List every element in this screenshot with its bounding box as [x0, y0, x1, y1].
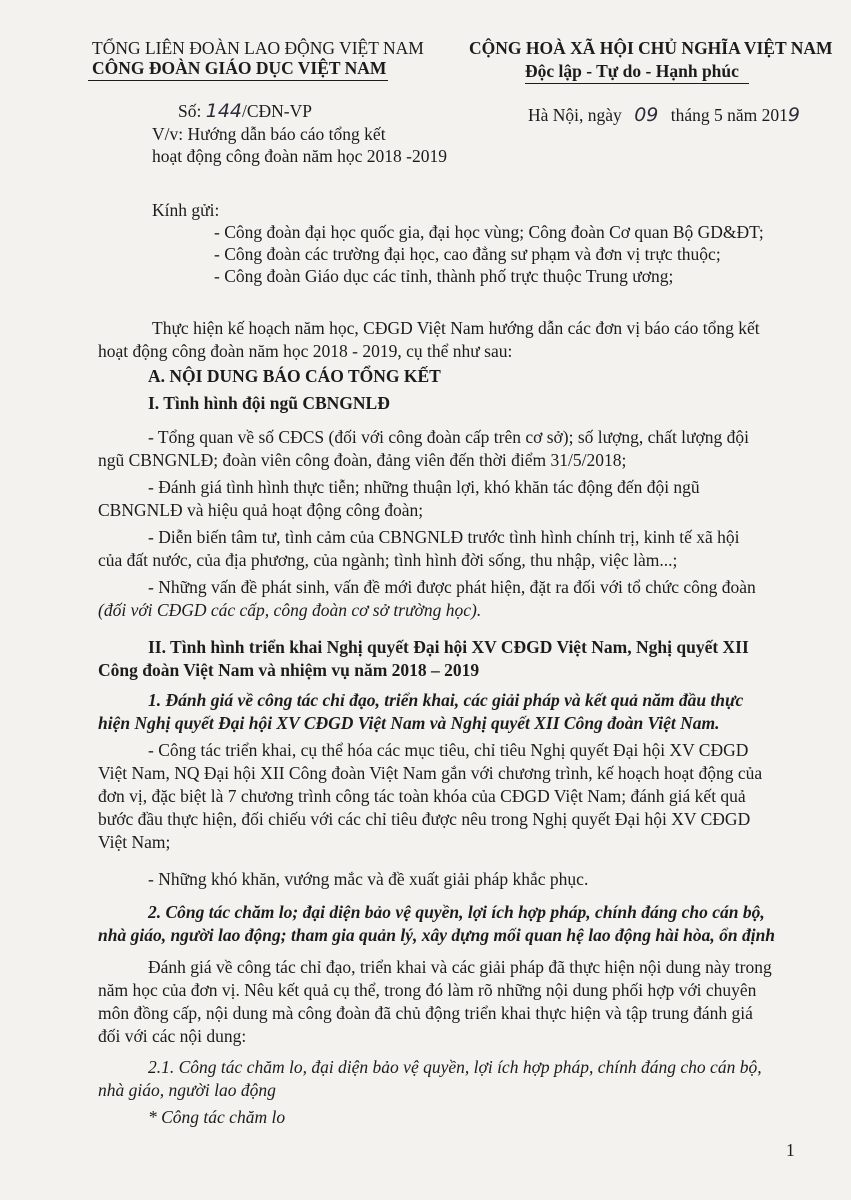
paragraph-line: Việt Nam, NQ Đại hội XII Công đoàn Việt Nam gắn với chương trình, kế hoạch hoạt động của	[98, 763, 763, 783]
subject-line-2: hoạt động công đoàn năm học 2018 -2019	[152, 146, 448, 166]
section-ii-heading-cont: Công đoàn Việt Nam và nhiệm vụ năm 2018 – 2019	[98, 660, 480, 680]
subsection-care-heading: * Công tác chăm lo	[148, 1107, 286, 1127]
org-parent: TỔNG LIÊN ĐOÀN LAO ĐỘNG VIỆT NAM	[92, 38, 424, 58]
section-ii-heading: II. Tình hình triển khai Nghị quyết Đại hội XV CĐGD Việt Nam, Nghị quyết XII	[148, 637, 749, 657]
page-number: 1	[786, 1140, 795, 1160]
paragraph-line: bước đầu thực hiện, đối chiếu với các chỉ tiêu được nêu trong Nghị quyết Đại hội XV CĐGD	[98, 809, 751, 829]
subsection-1-heading: 1. Đánh giá về công tác chỉ đạo, triển khai, các giải pháp và kết quả năm đầu thực	[148, 690, 744, 710]
paragraph-line: - Tổng quan về số CĐCS (đối với công đoàn cấp trên cơ sở); số lượng, chất lượng đội	[148, 427, 750, 447]
subsection-1-heading-cont: hiện Nghị quyết Đại hội XV CĐGD Việt Nam và Nghị quyết XII Công đoàn Việt Nam.	[98, 713, 720, 733]
document-number: Số: 144/CĐN-VP	[178, 100, 313, 122]
recipient-item: - Công đoàn đại học quốc gia, đại học vùng; Công đoàn Cơ quan Bộ GD&ĐT;	[214, 222, 764, 242]
nation-motto: Độc lập - Tự do - Hạnh phúc	[525, 61, 739, 81]
recipient-item: - Công đoàn Giáo dục các tỉnh, thành phố trực thuộc Trung ương;	[214, 266, 674, 286]
handwritten-number: 144	[205, 100, 242, 122]
paragraph-line: - Những khó khăn, vướng mắc và đề xuất giải pháp khắc phục.	[148, 869, 589, 889]
paragraph-line: - Những vấn đề phát sinh, vấn đề mới được phát hiện, đặt ra đối với tổ chức công đoàn	[148, 577, 756, 597]
motto-underline	[525, 83, 749, 84]
org-name: CÔNG ĐOÀN GIÁO DỤC VIỆT NAM	[92, 58, 387, 78]
paragraph-line: CBNGNLĐ và hiệu quả hoạt động công đoàn;	[98, 500, 424, 520]
intro-line-2: hoạt động công đoàn năm học 2018 - 2019, cụ thể như sau:	[98, 341, 513, 361]
nation-title: CỘNG HOÀ XÃ HỘI CHỦ NGHĨA VIỆT NAM	[469, 38, 833, 58]
subject-line-1: V/v: Hướng dẫn báo cáo tổng kết	[152, 124, 386, 144]
section-a-heading: A. NỘI DUNG BÁO CÁO TỔNG KẾT	[148, 366, 441, 386]
paragraph-line: của đất nước, của địa phương, của ngành; tình hình đời sống, thu nhập, việc làm...;	[98, 550, 678, 570]
handwritten-day: 09	[634, 104, 659, 126]
paragraph-line: môn đồng cấp, nội dung mà công đoàn đã chủ động triển khai thực hiện và tập trung đánh giá	[98, 1003, 753, 1023]
handwritten-year-digit: 9	[787, 104, 800, 126]
subsection-2-1-heading: 2.1. Công tác chăm lo, đại diện bảo vệ quyền, lợi ích hợp pháp, chính đáng cho cán bộ,	[148, 1057, 762, 1077]
paragraph-line: đối với các nội dung:	[98, 1026, 247, 1046]
recipient-item: - Công đoàn các trường đại học, cao đẳng sư phạm và đơn vị trực thuộc;	[214, 244, 721, 264]
paragraph-line: đơn vị, đặc biệt là 7 chương trình công tác toàn khóa của CĐGD Việt Nam; đánh giá kết quả	[98, 786, 746, 806]
intro-line-1: Thực hiện kế hoạch năm học, CĐGD Việt Nam hướng dẫn các đơn vị báo cáo tổng kết	[152, 318, 760, 338]
subsection-2-heading-cont: nhà giáo, người lao động; tham gia quản lý, xây dựng mối quan hệ lao động hài hòa, ổn định	[98, 925, 776, 945]
paragraph-line: - Diễn biến tâm tư, tình cảm của CBNGNLĐ trước tình hình chính trị, kinh tế xã hội	[148, 527, 740, 547]
paragraph-line: ngũ CBNGNLĐ; đoàn viên công đoàn, đảng viên đến thời điểm 31/5/2018;	[98, 450, 627, 470]
paragraph-line: - Công tác triển khai, cụ thể hóa các mục tiêu, chỉ tiêu Nghị quyết Đại hội XV CĐGD	[148, 740, 749, 760]
org-underline	[88, 80, 388, 81]
subsection-2-heading: 2. Công tác chăm lo; đại diện bảo vệ quyền, lợi ích hợp pháp, chính đáng cho cán bộ,	[148, 902, 765, 922]
recipients-label: Kính gửi:	[152, 200, 220, 220]
paragraph-line: Việt Nam;	[98, 832, 171, 852]
document-date: Hà Nội, ngày 09 tháng 5 năm 2019	[528, 104, 800, 126]
subsection-2-1-heading-cont: nhà giáo, người lao động	[98, 1080, 276, 1100]
paragraph-line: - Đánh giá tình hình thực tiễn; những thuận lợi, khó khăn tác động đến đội ngũ	[148, 477, 700, 497]
paragraph-line: năm học của đơn vị. Nêu kết quả cụ thể, trong đó làm rõ những nội dung phối hợp với chuyên	[98, 980, 757, 1000]
section-i-heading: I. Tình hình đội ngũ CBNGNLĐ	[148, 393, 390, 413]
paragraph-line: (đối với CĐGD các cấp, công đoàn cơ sở trường học).	[98, 600, 482, 620]
paragraph-line: Đánh giá về công tác chỉ đạo, triển khai và các giải pháp đã thực hiện nội dung này trong	[148, 957, 772, 977]
